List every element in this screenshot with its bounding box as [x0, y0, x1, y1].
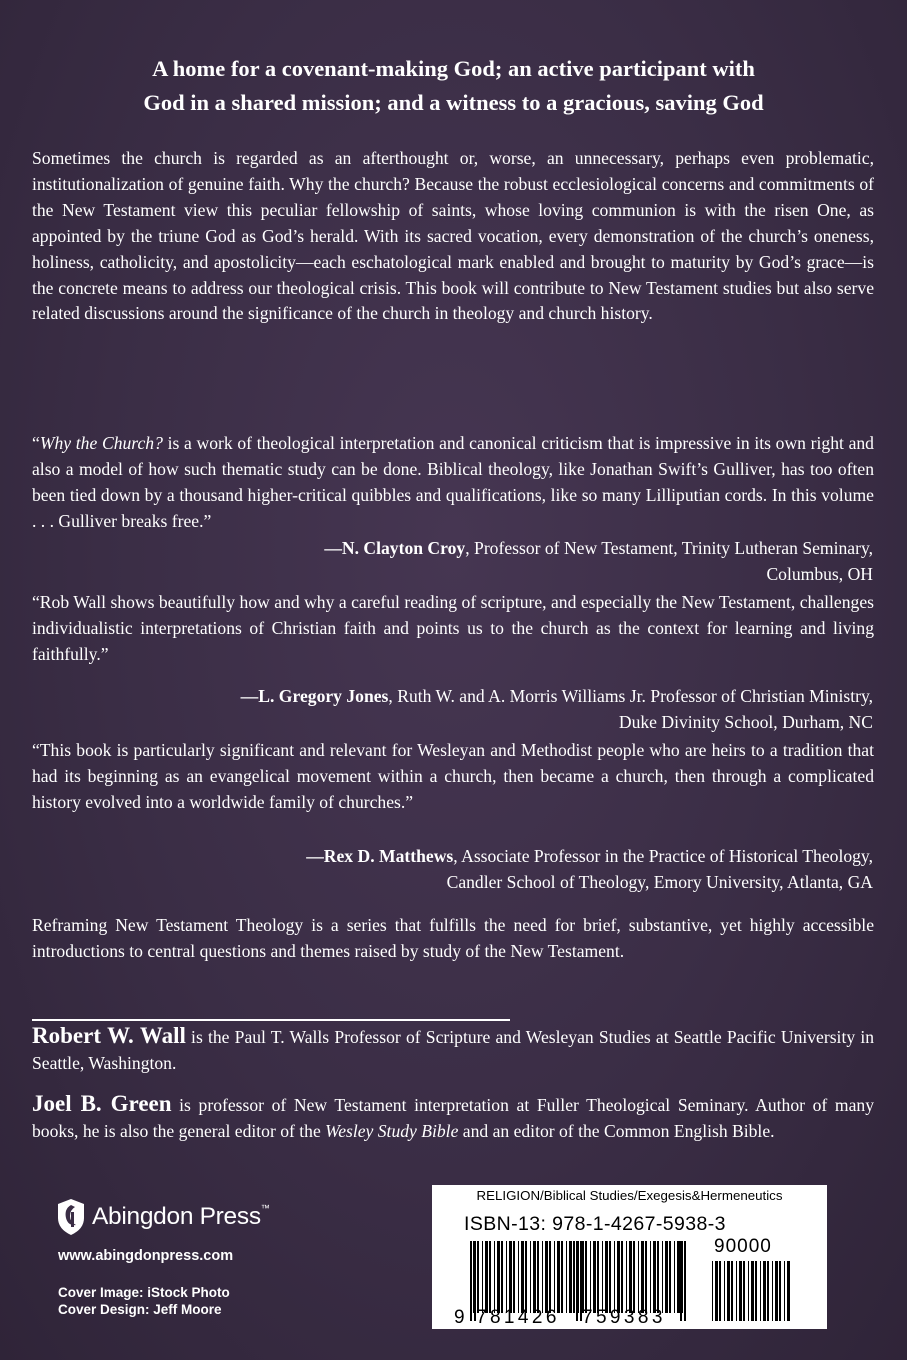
endorsement-quote-3: “This book is particularly significant and relevant for Wesleyan and Methodist people who are heirs to a tradition that had its beginning as an evangelical movement within a church, then became a church, then through a complicated history evolved into a worldwide family of churches.” [32, 740, 874, 812]
author-bio-text: is the Paul T. Walls Professor of Scripture and Wesleyan Studies at Seattle Pacific University in Seattle, Washington. [32, 1027, 875, 1073]
endorser-title: , Ruth W. and A. Morris Williams Jr. Professor of Christian Ministry, [388, 686, 873, 706]
headline [40, 52, 867, 120]
divider-rule [32, 1019, 510, 1021]
author-name: Robert W. Wall [32, 1023, 186, 1048]
author-bio-text-end: and an editor of the Common English Bible. [458, 1120, 775, 1141]
endorser-location: Candler School of Theology, Emory University, Atlanta, GA [446, 871, 873, 892]
series-note: Reframing New Testament Theology is a series that fulfills the need for brief, substantive, yet highly accessible introductions to central questions and themes raised by study of the New Testament. [32, 915, 874, 961]
endorser-title: , Professor of New Testament, Trinity Lutheran Seminary, [465, 538, 873, 558]
trademark-symbol: ™ [260, 1203, 270, 1213]
endorser-name: —N. Clayton Croy [324, 538, 466, 558]
endorser-name: —L. Gregory Jones [240, 686, 389, 706]
publisher-name-text: Abingdon Press [92, 1203, 261, 1230]
cover-image-credit: Cover Image: iStock Photo [58, 1285, 230, 1300]
barcode-digits-left: 781426 [476, 1307, 560, 1327]
publisher-website: www.abingdonpress.com [58, 1248, 234, 1264]
headline-line-1: A home for a covenant-making God; an active participant with [152, 56, 755, 81]
endorser-title: , Associate Professor in the Practice of Historical Theology, [453, 846, 873, 866]
endorsement-quote-2: “Rob Wall shows beautifully how and why a careful reading of scripture, and especially the New Testament, challenges individualistic interpretations of Christian faith and points us to the church as the context for learning and living faithfully.” [32, 592, 874, 664]
book-description: Sometimes the church is regarded as an afterthought or, worse, an unnecessary, perhaps even problematic, institutionalization of genuine faith. Why the church? Because the robust ecclesiological concerns and commitments of the New Testament view this peculiar fellowship of saints, whose loving communion is with the risen One, as appointed by the triune God as God’s herald. With its sacred vocation, every demonstration of the church’s oneness, holiness, catholicity, and apostolicity—each eschatological mark enabled and brought to maturity by God’s grace—is the concrete means to address our theological crisis. This book will contribute to New Testament studies but also serve related discussions around the significance of the church in theology and church history. [32, 148, 874, 324]
author-name: Joel B. Green [32, 1091, 172, 1116]
barcode-digits [432, 1305, 827, 1327]
endorser-name: —Rex D. Matthews [306, 846, 454, 866]
barcode-box [432, 1185, 827, 1329]
publisher-name [92, 1203, 269, 1231]
endorser-location: Columbus, OH [766, 563, 873, 584]
barcode-digits-right: 759383 [582, 1307, 666, 1327]
endorsement-quote-1 [32, 431, 874, 535]
bisac-category: RELIGION/Biblical Studies/Exegesis&Hermeneutics [476, 1188, 783, 1203]
isbn: ISBN-13: 978-1-4267-5938-3 [464, 1213, 726, 1235]
publisher-logo [56, 1198, 269, 1236]
endorsement-attribution-3 [73, 844, 873, 896]
author-bio-1 [32, 1023, 874, 1077]
bible-title: Wesley Study Bible [325, 1120, 459, 1141]
endorser-location: Duke Divinity School, Durham, NC [618, 711, 873, 732]
endorsement-attribution-1 [73, 536, 873, 588]
abingdon-logo-icon [56, 1198, 86, 1236]
price-code: 90000 [714, 1236, 772, 1257]
author-bio-2 [32, 1091, 874, 1145]
headline-line-2: God in a shared mission; and a witness to a gracious, saving God [143, 90, 764, 115]
barcode-digit-prefix: 9 [454, 1307, 465, 1327]
quote-text: is a work of theological interpretation and canonical criticism that is impressive in its own right and also a model of how such thematic study can be done. Biblical theology, like Jonathan Swift’s Gulliver, has too often been tied down by a thousand higher-critical quibbles and qualifications, like so many Lilliputian cords. In this volume . . . Gulliver breaks free.” [32, 433, 874, 531]
quote-book-title: Why the Church? [39, 433, 163, 453]
endorsement-attribution-2 [73, 684, 873, 736]
cover-design-credit: Cover Design: Jeff Moore [58, 1302, 222, 1317]
quote-open: “ [32, 433, 40, 453]
author-bio-text: is professor of New Testament interpretation at Fuller Theological Seminary. Author of many books, he is also the general editor of the [32, 1095, 874, 1141]
